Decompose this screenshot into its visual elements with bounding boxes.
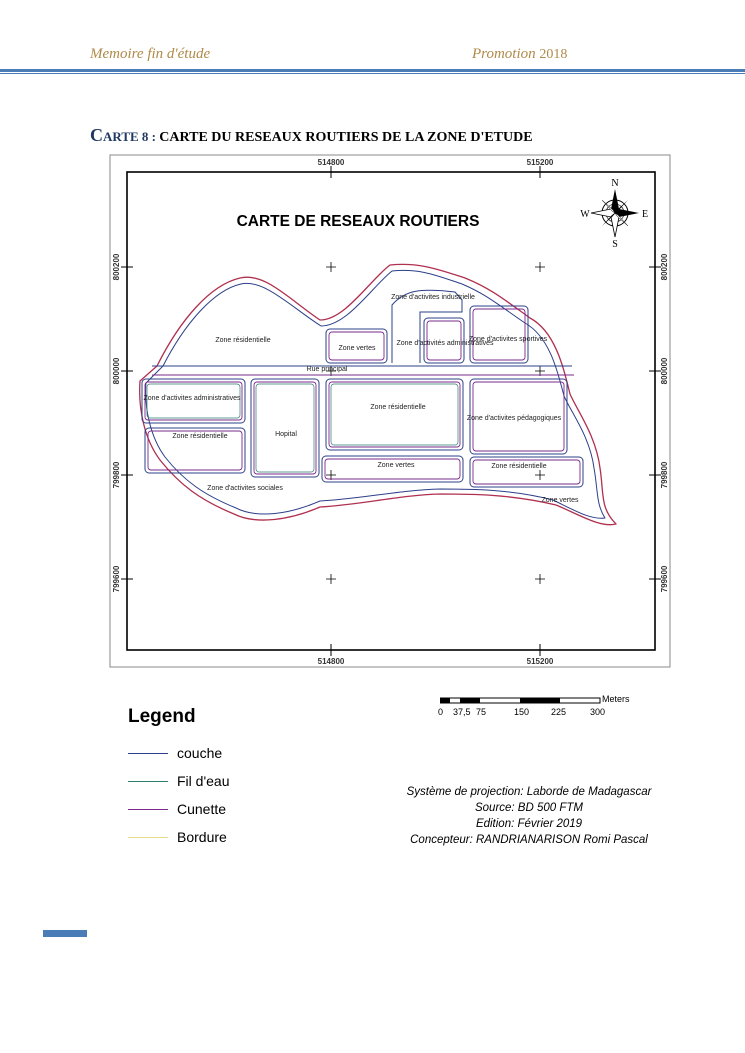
header-year: 2018 [539,47,568,62]
info-projection: Système de projection: Laborde de Madagascar [406,786,652,798]
grid-label-bottom-1: 514800 [317,657,345,666]
zone-label: Zone vertes [338,345,376,352]
legend-swatch [128,781,168,782]
grid-label-left-4: 799600 [112,565,121,593]
zone-label: Zone d'activites industrielle [391,294,475,301]
zone-label: Zone d'activites sociales [207,485,283,492]
zone-label: Hopital [275,431,297,438]
grid-label-right-2: 800000 [660,357,669,385]
compass-n: N [611,178,619,189]
compass-e: E [641,209,649,220]
info-edition: Edition: Février 2019 [475,818,583,830]
zone-label: Zone vertes [377,462,415,469]
zone-label: Zone résidentielle [215,337,271,344]
header-left-text: Memoire fin d'étude [90,46,211,62]
grid-label-left-1: 800200 [112,253,121,281]
legend-label: couche [177,745,223,761]
scale-tick-label: 0 [438,707,444,717]
caption-title: CARTE DU RESEAUX ROUTIERS DE LA ZONE D'ETUDE [159,130,533,145]
caption-initial: C [90,125,103,145]
info-author: Concepteur: RANDRIANARISON Romi Pascal [410,834,648,846]
caption-separator: : [148,129,160,144]
scale-tick-label: 37,5 [453,707,471,717]
footer-bar [43,930,87,937]
scale-tick-label: 75 [476,707,487,717]
info-source: Source: BD 500 FTM [474,802,583,814]
zone-label: Zone d'activités administratives [396,340,494,347]
zone-label: Zone d'activites administratives [143,395,241,402]
scale-tick-label: 225 [551,707,567,717]
legend-swatch [128,837,168,838]
compass-s: S [612,239,618,250]
zone-label: Zone résidentielle [370,404,426,411]
legend-label: Cunette [177,801,227,817]
zone-label: Zone vertes [541,497,579,504]
map-inner-frame [127,172,655,650]
grid-label-top-1: 514800 [317,158,345,167]
grid-label-top-2: 515200 [526,158,554,167]
legend-label: Bordure [177,829,227,845]
zone-label: Zone d'activites sportives [468,336,548,343]
grid-label-bottom-2: 515200 [526,657,554,666]
grid-label-right-3: 799800 [660,461,669,489]
scale-units: Meters [602,694,630,704]
grid-label-left-3: 799800 [112,461,121,489]
legend-swatch [128,809,168,810]
legend-title: Legend [128,706,196,727]
scale-tick-label: 150 [514,707,530,717]
zone-label: Zone résidentielle [172,433,228,440]
header-promotion: Promotion [472,46,536,62]
map-title: CARTE DE RESEAUX ROUTIERS [236,213,480,230]
grid-label-right-1: 800200 [660,253,669,281]
grid-label-left-2: 800000 [112,357,121,385]
zone-label: Rue principal [306,366,348,373]
zone-label: Zone résidentielle [491,463,547,470]
scale-tick-label: 300 [590,707,606,717]
zone-label: Zone d'activites pédagogiques [466,415,562,422]
map-info [398,784,660,848]
caption-number: ARTE 8 [103,129,149,144]
legend-label: Fil d'eau [177,773,230,789]
scale-bar [440,697,602,705]
compass-w: W [580,209,590,220]
legend-swatch [128,753,168,754]
grid-label-right-4: 799600 [660,565,669,593]
